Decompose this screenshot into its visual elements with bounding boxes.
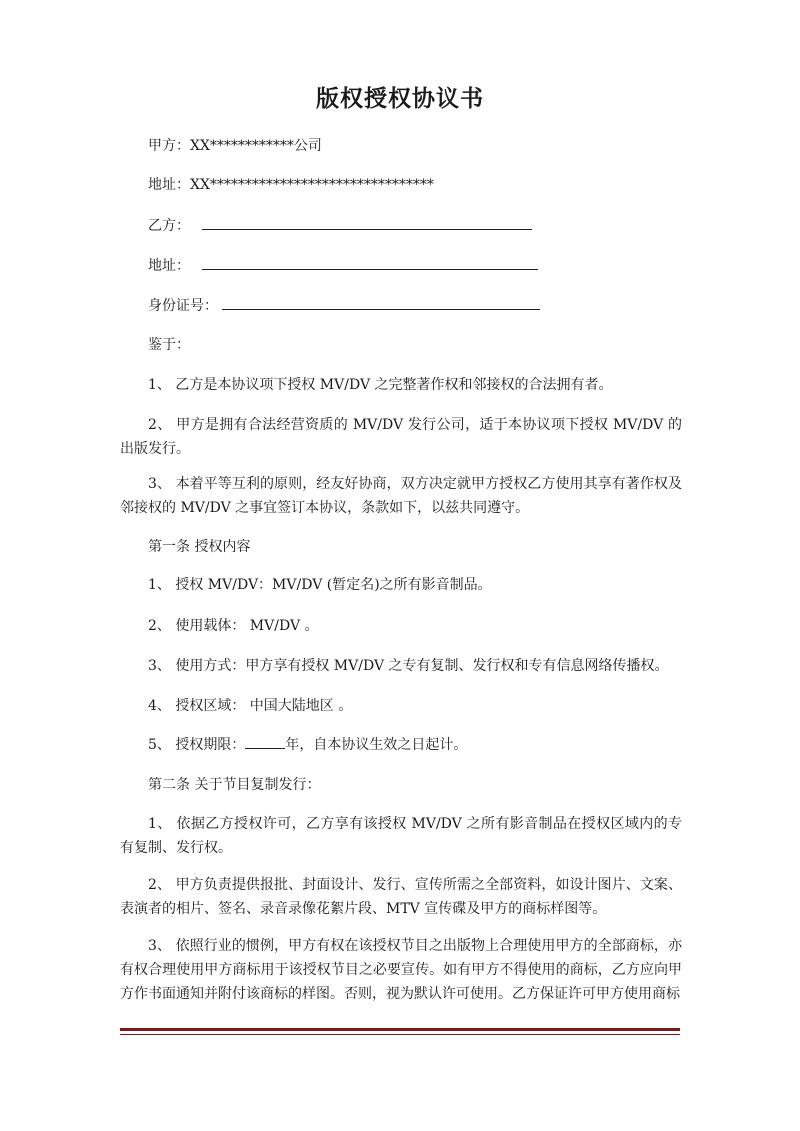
address-a: 地址：XX******************************** (148, 177, 434, 193)
whereas-heading: 鉴于： (148, 337, 190, 353)
item-5-prefix: 5、 授权期限： (148, 737, 246, 753)
footer-rule-thick (120, 1028, 680, 1031)
id-line (148, 295, 540, 316)
party-b-label: 乙方： (148, 218, 190, 234)
term-years-blank (245, 734, 285, 749)
article-2-item-2: 2、 甲方负责提供报批、封面设计、发行、宣传所需之全部资料，如设计图片、文案、表演者的相片、签名、录音录像花絮片段、MTV 宣传碟及甲方的商标样图等。 (120, 877, 682, 917)
article-1-item-3: 3、 使用方式：甲方享有授权 MV/DV 之专有复制、发行权和专有信息网络传播权。 (148, 658, 669, 674)
recital-2: 2、 甲方是拥有合法经营资质的 MV/DV 发行公司，适于本协议项下授权 MV/DV 的出版发行。 (120, 417, 682, 457)
article-2-heading: 第二条 关于节目复制发行： (148, 777, 321, 793)
id-label: 身份证号： (148, 298, 218, 314)
article-1-heading: 第一条 授权内容 (148, 539, 251, 555)
address-b-label: 地址： (148, 258, 190, 274)
item-5-suffix: 年，自本协议生效之日起计。 (285, 737, 468, 753)
article-1-item-1: 1、 授权 MV/DV：MV/DV (暂定名)之所有影音制品。 (148, 577, 492, 593)
party-b-blank (202, 215, 532, 230)
footer-rule-thin (120, 1034, 680, 1035)
recital-1: 1、 乙方是本协议项下授权 MV/DV 之完整著作权和邻接权的合法拥有者。 (148, 377, 613, 393)
article-2-item-1: 1、 依据乙方授权许可，乙方享有该授权 MV/DV 之所有影音制品在授权区域内的专有复制、发行权。 (120, 816, 682, 856)
address-b-blank (202, 255, 538, 270)
party-b-line (148, 215, 532, 236)
party-a: 甲方：XX************公司 (148, 138, 322, 154)
recital-3: 3、 本着平等互利的原则，经友好协商，双方决定就甲方授权乙方使用其享有著作权及邻接权的 MV/DV 之事宜签订本协议，条款如下，以兹共同遵守。 (120, 476, 682, 516)
article-2-item-3: 3、 依照行业的惯例，甲方有权在该授权节目之出版物上合理使用甲方的全部商标，亦有权合理使用甲方商标用于该授权节目之必要宣传。如有甲方不得使用的商标，乙方应向甲方作书面通知并附付该商标的样图。否则，视为默认许可使用。乙方保证许可甲方使用商标 (120, 938, 682, 1002)
id-blank (222, 295, 540, 310)
address-b-line (148, 255, 538, 276)
article-1-item-2: 2、 使用载体： MV/DV 。 (148, 618, 319, 634)
article-1-item-4: 4、 授权区域： 中国大陆地区 。 (148, 698, 353, 714)
document-title: 版权授权协议书 (316, 85, 484, 112)
article-1-item-5 (120, 733, 682, 757)
